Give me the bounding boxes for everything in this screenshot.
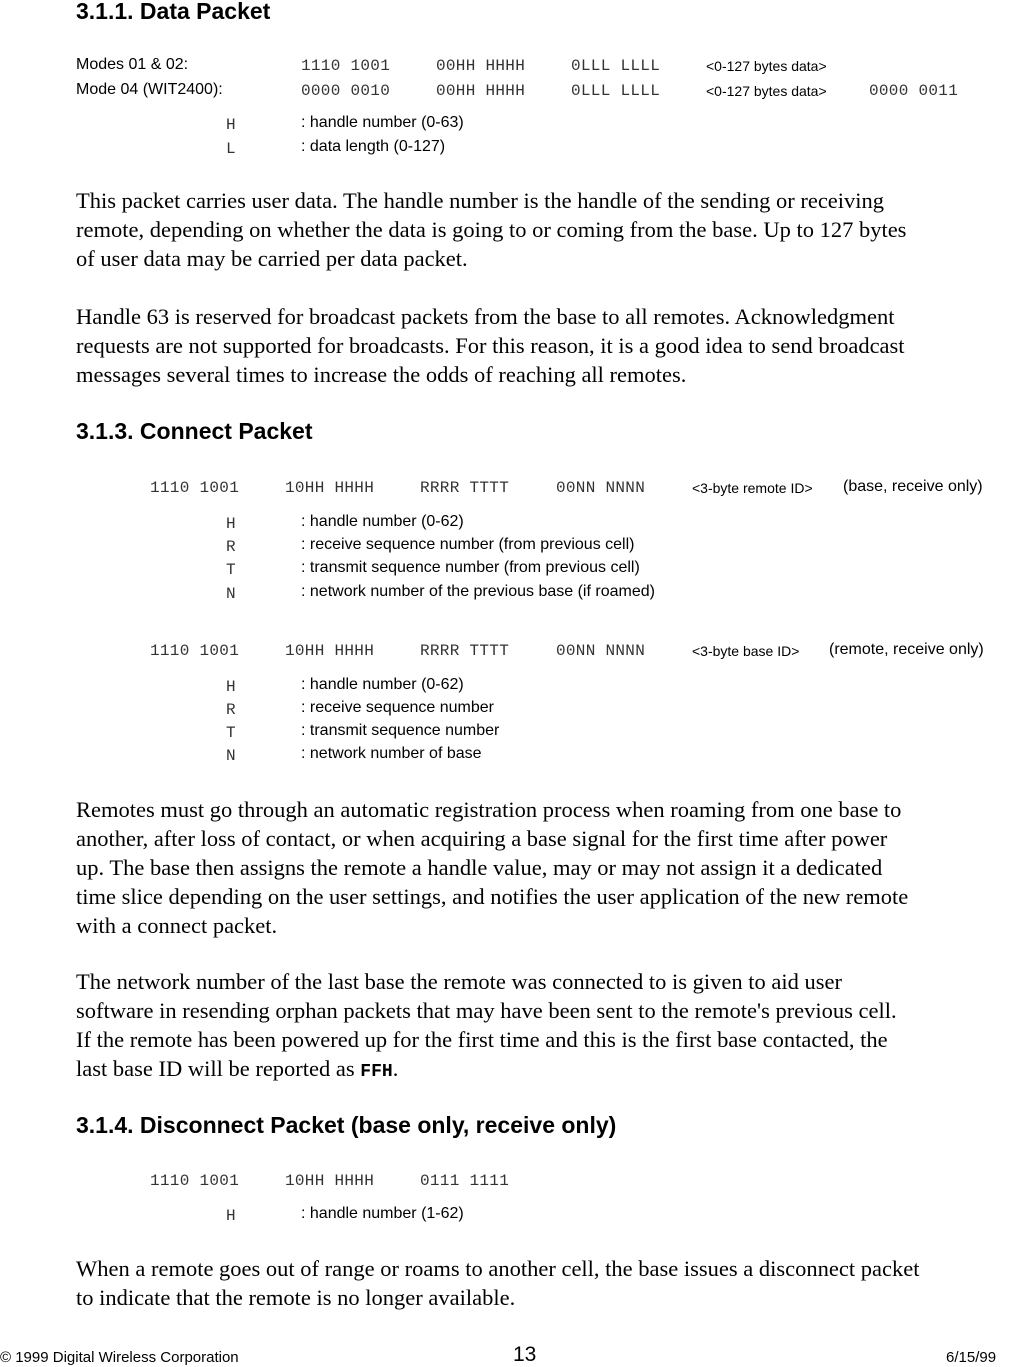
legend-key: H — [226, 515, 236, 533]
legend-desc: : transmit sequence number — [301, 722, 500, 739]
modes-01-02-label: Modes 01 & 02: — [76, 56, 189, 73]
legend-key: H — [226, 678, 236, 696]
modes-01-02-byte2: 00HH HHHH — [436, 57, 526, 75]
mode-04-byte2: 00HH HHHH — [436, 82, 526, 100]
section-heading-data-packet: 3.1.1. Data Packet — [76, 0, 271, 24]
legend-desc: : handle number (0-62) — [301, 513, 464, 530]
disconnect-byte3: 0111 1111 — [420, 1172, 510, 1190]
section-heading-disconnect-packet: 3.1.4. Disconnect Packet (base only, receive only) — [76, 1112, 617, 1138]
modes-01-02-byte1: 1110 1001 — [301, 57, 391, 75]
footer-date: 6/15/99 — [946, 1349, 997, 1366]
legend-desc: : network number of the previous base (if roamed) — [301, 583, 655, 600]
legend-desc: : handle number (0-62) — [301, 676, 464, 693]
footer-copyright: © 1999 Digital Wireless Corporation — [0, 1349, 239, 1366]
connect-remote-byte3: RRRR TTTT — [420, 642, 510, 660]
legend-desc: : handle number (0-63) — [301, 114, 464, 131]
connect-base-byte2: 10HH HHHH — [285, 479, 375, 497]
connect-remote-base-id-note: <3-byte base ID> — [692, 643, 800, 659]
legend-desc: : handle number (1-62) — [301, 1205, 464, 1222]
connect-remote-qualifier: (remote, receive only) — [829, 641, 984, 658]
legend-key: R — [226, 538, 236, 556]
legend-desc: : network number of base — [301, 745, 482, 762]
connect-remote-byte1: 1110 1001 — [150, 642, 240, 660]
legend-key: T — [226, 724, 236, 742]
legend-key: H — [226, 116, 236, 134]
connect-base-remote-id-note: <3-byte remote ID> — [692, 480, 813, 496]
connect-base-qualifier: (base, receive only) — [843, 478, 983, 495]
mode-04-label: Mode 04 (WIT2400): — [76, 81, 223, 98]
paragraph-broadcast-handle: Handle 63 is reserved for broadcast packets from the base to all remotes. Acknowledgment requests are not supported for broadcasts. For this reason, it is a good idea to send broadcast messages several times to increase the odds of reaching all remotes. — [76, 304, 905, 387]
mode-04-byte4: 0000 0011 — [869, 82, 959, 100]
legend-key: H — [226, 1207, 236, 1225]
ffh-code: FFH — [360, 1062, 393, 1082]
mode-04-byte3: 0LLL LLLL — [571, 82, 661, 100]
modes-01-02-data-note: <0-127 bytes data> — [706, 58, 827, 74]
paragraph-data-packet-desc: This packet carries user data. The handle number is the handle of the sending or receiving remote, depending on whether the data is going to or coming from the base. Up to 127 bytes of user data may be carried per data packet. — [76, 188, 907, 271]
connect-remote-byte2: 10HH HHHH — [285, 642, 375, 660]
legend-key: N — [226, 585, 236, 603]
legend-key: L — [226, 140, 236, 158]
legend-key: T — [226, 561, 236, 579]
legend-key: R — [226, 701, 236, 719]
legend-desc: : receive sequence number — [301, 699, 494, 716]
legend-desc: : receive sequence number (from previous cell) — [301, 536, 635, 553]
legend-desc: : data length (0-127) — [301, 138, 446, 155]
legend-key: N — [226, 747, 236, 765]
paragraph-network-number: The network number of the last base the remote was connected to is given to aid user software in resending orphan packets that may have been sent to the remote's previous cell. If the remote has been powered up for the first time and this is the first base contacted, the last base ID will be reported as FFH. — [76, 969, 897, 1082]
mode-04-data-note: <0-127 bytes data> — [706, 83, 827, 99]
paragraph-disconnect-desc: When a remote goes out of range or roams to another cell, the base issues a disconnect packet to indicate that the remote is no longer available. — [76, 1256, 920, 1310]
modes-01-02-byte3: 0LLL LLLL — [571, 57, 661, 75]
paragraph-registration-process: Remotes must go through an automatic registration process when roaming from one base to another, after loss of contact, or when acquiring a base signal for the first time after power up. The base then assigns the remote a handle value, may or may not assign it a dedicated time slice depending on the user settings, and notifies the user application of the new remote with a connect packet. — [76, 797, 909, 938]
connect-base-byte1: 1110 1001 — [150, 479, 240, 497]
mode-04-byte1: 0000 0010 — [301, 82, 391, 100]
section-heading-connect-packet: 3.1.3. Connect Packet — [76, 418, 313, 444]
legend-desc: : transmit sequence number (from previous cell) — [301, 559, 640, 576]
disconnect-byte1: 1110 1001 — [150, 1172, 240, 1190]
connect-remote-byte4: 00NN NNNN — [556, 642, 646, 660]
page-number: 13 — [513, 1343, 537, 1366]
disconnect-byte2: 10HH HHHH — [285, 1172, 375, 1190]
connect-base-byte3: RRRR TTTT — [420, 479, 510, 497]
connect-base-byte4: 00NN NNNN — [556, 479, 646, 497]
